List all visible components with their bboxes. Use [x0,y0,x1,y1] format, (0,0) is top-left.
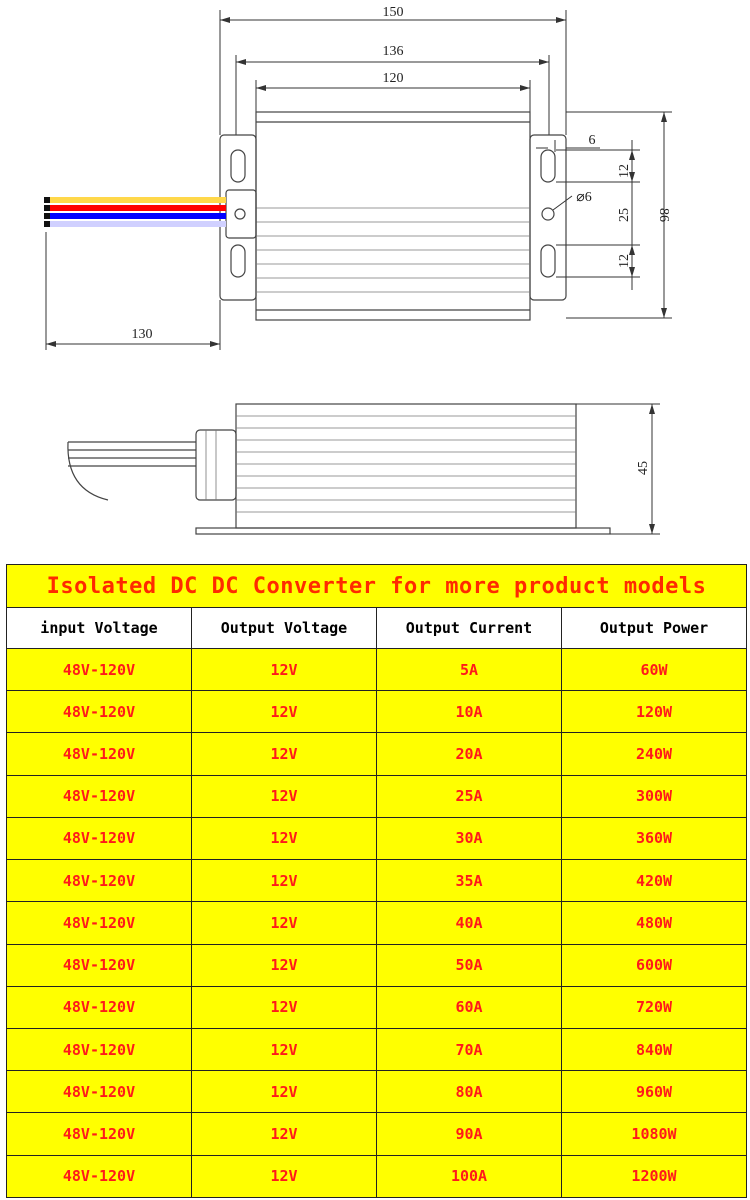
cell-output-current: 10A [377,691,562,733]
table-row [7,986,747,1028]
cell-output-current: 90A [377,1113,562,1155]
cell-input-voltage: 48V-120V [7,902,192,944]
header-output-voltage: Output Voltage [192,608,377,649]
table-row [7,649,747,691]
top-view [44,5,672,350]
cell-output-voltage: 12V [192,902,377,944]
cell-input-voltage: 48V-120V [7,944,192,986]
cell-output-power: 1200W [562,1155,747,1197]
dim-12-lower-label: 12 [617,254,632,268]
table-header-row [7,608,747,649]
wire-red [48,205,226,211]
cell-output-current: 20A [377,733,562,775]
header-input-voltage: input Voltage [7,608,192,649]
cell-input-voltage: 48V-120V [7,1071,192,1113]
cell-input-voltage: 48V-120V [7,986,192,1028]
cell-output-power: 60W [562,649,747,691]
dim-120-label: 120 [382,71,404,86]
header-output-power: Output Power [562,608,747,649]
cell-output-power: 720W [562,986,747,1028]
dim-130-label: 130 [131,327,153,342]
cell-output-voltage: 12V [192,649,377,691]
table-row [7,817,747,859]
cell-output-voltage: 12V [192,1155,377,1197]
cell-output-current: 40A [377,902,562,944]
dim-25-label: 25 [617,208,632,222]
cell-output-voltage: 12V [192,817,377,859]
wire-yellow [48,197,226,203]
cell-output-voltage: 12V [192,733,377,775]
cell-output-voltage: 12V [192,1113,377,1155]
cell-output-current: 80A [377,1071,562,1113]
cell-output-voltage: 12V [192,775,377,817]
cell-output-current: 70A [377,1028,562,1070]
wire-white [48,221,226,227]
table-row [7,1028,747,1070]
cell-output-power: 420W [562,860,747,902]
cell-output-current: 60A [377,986,562,1028]
cell-input-voltage: 48V-120V [7,1028,192,1070]
cell-output-current: 30A [377,817,562,859]
cell-input-voltage: 48V-120V [7,691,192,733]
header-output-current: Output Current [377,608,562,649]
cell-output-power: 120W [562,691,747,733]
cell-output-power: 240W [562,733,747,775]
wire-blue [48,213,226,219]
cell-output-voltage: 12V [192,944,377,986]
cell-output-voltage: 12V [192,860,377,902]
dim-45-label: 45 [636,461,651,475]
cell-output-current: 5A [377,649,562,691]
cell-output-current: 100A [377,1155,562,1197]
dim-hole-dia-label: ⌀6 [576,190,592,205]
table-row [7,775,747,817]
cell-input-voltage: 48V-120V [7,1155,192,1197]
cell-output-voltage: 12V [192,986,377,1028]
cell-output-power: 960W [562,1071,747,1113]
table-row [7,1155,747,1197]
cell-output-current: 25A [377,775,562,817]
table-title-row [7,565,747,608]
dim-6-label: 6 [588,133,596,148]
table-row [7,944,747,986]
cell-output-power: 480W [562,902,747,944]
cell-input-voltage: 48V-120V [7,649,192,691]
cell-output-voltage: 12V [192,1071,377,1113]
technical-drawing [0,0,750,560]
cell-output-power: 300W [562,775,747,817]
cell-output-current: 35A [377,860,562,902]
dim-86-label: 86 [656,208,671,222]
cell-output-current: 50A [377,944,562,986]
table-row [7,1071,747,1113]
dim-150-label: 150 [382,5,404,20]
cell-input-voltage: 48V-120V [7,1113,192,1155]
table-row [7,902,747,944]
cell-output-power: 840W [562,1028,747,1070]
cell-output-power: 1080W [562,1113,747,1155]
dim-12-upper-label: 12 [617,164,632,178]
table-row [7,1113,747,1155]
table-row [7,691,747,733]
cell-output-power: 600W [562,944,747,986]
cell-output-voltage: 12V [192,691,377,733]
dim-136-label: 136 [382,44,404,59]
cell-output-power: 360W [562,817,747,859]
cell-input-voltage: 48V-120V [7,733,192,775]
table-title: Isolated DC DC Converter for more product models [7,565,747,608]
table-row [7,860,747,902]
cell-output-voltage: 12V [192,1028,377,1070]
cell-input-voltage: 48V-120V [7,775,192,817]
cell-input-voltage: 48V-120V [7,817,192,859]
cell-input-voltage: 48V-120V [7,860,192,902]
side-view [68,404,660,534]
spec-table [6,564,747,1198]
table-row [7,733,747,775]
